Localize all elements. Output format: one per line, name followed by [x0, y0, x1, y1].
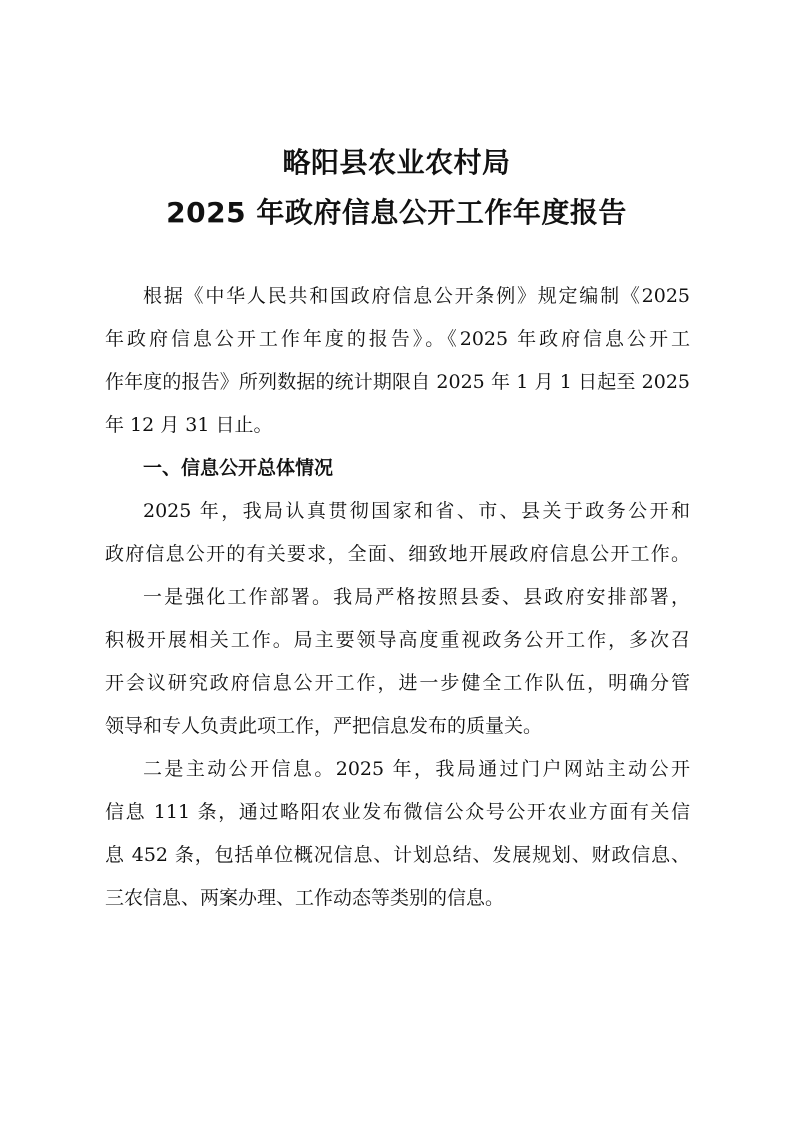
para3-line-2: 信息 111 条，通过略阳农业发布微信公众号公开农业方面有关信 [105, 801, 690, 823]
para3-line-3: 息 452 条，包括单位概况信息、计划总结、发展规划、财政信息、 [105, 844, 690, 866]
para3-line-1: 二是主动公开信息。2025 年，我局通过门户网站主动公开 [143, 758, 690, 780]
section-heading: 一、信息公开总体情况 [143, 457, 334, 479]
para2-line-2: 积极开展相关工作。局主要领导高度重视政务公开工作，多次召 [105, 629, 690, 651]
intro-line-3: 作年度的报告》所列数据的统计期限自 2025 年 1 月 1 日起至 2025 [105, 371, 690, 393]
document-title-line1: 略阳县农业农村局 [282, 146, 511, 179]
document-title-line2: 2025 年政府信息公开工作年度报告 [166, 196, 627, 229]
intro-line-2: 年政府信息公开工作年度的报告》。《2025 年政府信息公开工 [105, 328, 690, 350]
para1-line-1: 2025 年，我局认真贯彻国家和省、市、县关于政务公开和 [143, 500, 690, 522]
para1-line-2: 政府信息公开的有关要求，全面、细致地开展政府信息公开工作。 [105, 543, 690, 565]
para2-line-1: 一是强化工作部署。我局严格按照县委、县政府安排部署， [143, 586, 690, 608]
intro-line-1: 根据《中华人民共和国政府信息公开条例》规定编制《2025 [143, 285, 690, 307]
para2-line-4: 领导和专人负责此项工作，严把信息发布的质量关。 [105, 715, 543, 737]
para2-line-3: 开会议研究政府信息公开工作，进一步健全工作队伍，明确分管 [105, 672, 690, 694]
intro-line-4: 年 12 月 31 日止。 [105, 414, 273, 436]
para3-line-4: 三农信息、两案办理、工作动态等类别的信息。 [105, 887, 505, 909]
